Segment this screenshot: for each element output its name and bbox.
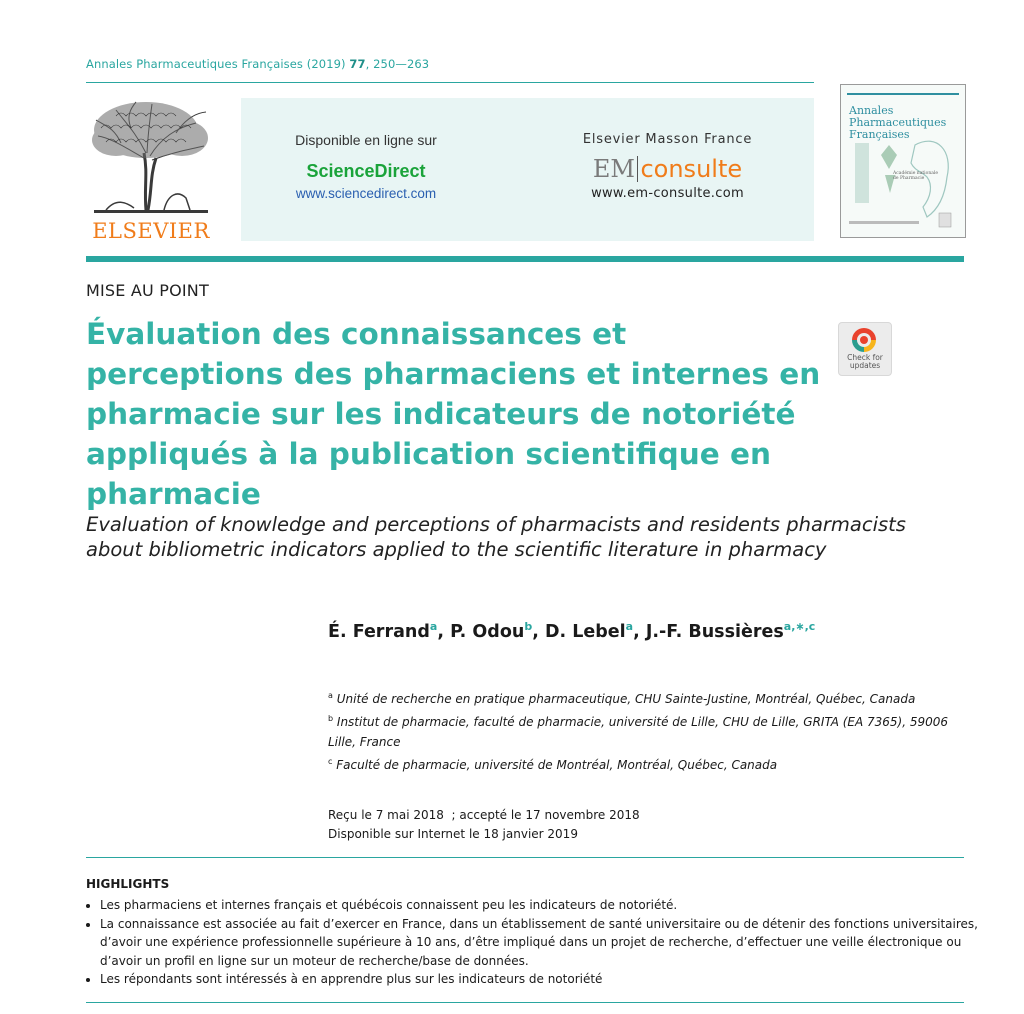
affiliation-text: Faculté de pharmacie, université de Montréal, Montréal, Québec, Canada bbox=[336, 757, 778, 772]
em-logo-divider bbox=[637, 156, 639, 182]
availability-banner bbox=[241, 98, 814, 241]
affiliation-mark: b bbox=[328, 714, 334, 724]
journal-reference[interactable] bbox=[86, 57, 429, 71]
author-separator: , bbox=[437, 621, 451, 642]
affiliation-item bbox=[328, 752, 958, 775]
highlight-item: • Les répondants sont intéressés à en apprendre plus sur les indicateurs de notoriété bbox=[100, 970, 990, 989]
affiliations bbox=[328, 686, 958, 775]
article-title-en: Evaluation of knowledge and perceptions of pharmacists and residents pharmacists about bibliometric indicators applied to the scientific literature in pharmacy bbox=[86, 513, 906, 561]
author-affiliation-mark[interactable]: b bbox=[524, 620, 533, 633]
journal-pages: , 250—263 bbox=[365, 57, 430, 71]
emconsulte-block[interactable] bbox=[521, 132, 814, 201]
header-thick-divider bbox=[86, 256, 964, 262]
crossmark-icon bbox=[852, 328, 876, 352]
author-affiliation-mark[interactable]: a bbox=[429, 620, 438, 633]
affiliation-mark: c bbox=[328, 756, 333, 766]
highlight-item: • Les pharmaciens et internes français et québécois connaissent peu les indicateurs de notoriété. bbox=[100, 896, 990, 915]
journal-cover[interactable] bbox=[840, 84, 966, 238]
affiliation-mark: a bbox=[328, 691, 333, 700]
elsevier-wordmark: ELSEVIER bbox=[92, 219, 210, 243]
author-affiliation-mark[interactable]: a,∗,c bbox=[783, 620, 816, 633]
check-for-updates-button[interactable] bbox=[838, 322, 892, 376]
journal-volume: 77 bbox=[349, 57, 366, 71]
em-publisher-label: Elsevier Masson France bbox=[582, 132, 753, 147]
author-separator: , bbox=[633, 621, 646, 642]
emconsulte-link[interactable]: www.em-consulte.com bbox=[591, 186, 744, 201]
highlights-bottom-divider bbox=[86, 1002, 964, 1003]
check-for-updates-label: Check for updates bbox=[847, 353, 883, 370]
author-name: J.-F. Bussières bbox=[645, 621, 784, 642]
sciencedirect-link[interactable]: www.sciencedirect.com bbox=[295, 186, 437, 201]
em-logo-right: consulte bbox=[640, 155, 743, 183]
emconsulte-logo[interactable] bbox=[521, 155, 814, 183]
affiliation-item bbox=[328, 709, 958, 752]
sd-availability-label: Disponible en ligne sur bbox=[295, 132, 437, 148]
article-title-fr: Évaluation des connaissances et perceptions des pharmaciens et internes en pharmacie sur les indicateurs de notoriété appliqués à la publication scientifique en pharmacie bbox=[86, 317, 821, 511]
author-separator: , bbox=[532, 621, 545, 642]
affiliation-item bbox=[328, 686, 958, 709]
journal-ref-prefix: Annales Pharmaceutiques Françaises (2019) bbox=[86, 57, 350, 71]
author-affiliation-mark[interactable]: a bbox=[625, 620, 634, 633]
cover-title: Annales Pharmaceutiques Françaises bbox=[849, 104, 947, 141]
cover-subtitle: Académie nationale de Pharmacie bbox=[893, 171, 939, 181]
highlights-top-divider bbox=[86, 857, 964, 858]
affiliation-text: Institut de pharmacie, faculté de pharmacie, université de Lille, CHU de Lille, GRITA (EA 7365), 59006 Lille, France bbox=[328, 715, 949, 749]
header-divider bbox=[86, 82, 814, 83]
author-name: É. Ferrand bbox=[328, 621, 430, 642]
highlight-item: • La connaissance est associée au fait d’exercer en France, dans un établissement de santé universitaire ou de détenir des fonctions universitaires, d’avoir une expérience professionnelle supérieure à 10 ans, d’être impliqué dans un projet de recherche, d’effectuer une veille électronique ou d’avoir un profil en ligne sur un moteur de recherche/base de données. bbox=[100, 915, 990, 971]
author-list bbox=[328, 620, 815, 642]
article-history bbox=[328, 806, 640, 844]
affiliation-text: Unité de recherche en pratique pharmaceutique, CHU Sainte-Justine, Montréal, Québec, Canada bbox=[336, 692, 916, 706]
received-accepted-dates: Reçu le 7 mai 2018 ; accepté le 17 novembre 2018 bbox=[328, 808, 640, 822]
sciencedirect-block[interactable] bbox=[241, 132, 491, 201]
sciencedirect-logo[interactable]: ScienceDirect bbox=[306, 161, 426, 181]
em-logo-left: EM bbox=[592, 155, 635, 183]
highlights-list bbox=[74, 896, 990, 989]
article-category: MISE AU POINT bbox=[86, 281, 209, 300]
author-name: D. Lebel bbox=[544, 621, 626, 642]
highlights-heading: HIGHLIGHTS bbox=[86, 877, 170, 891]
online-date: Disponible sur Internet le 18 janvier 2019 bbox=[328, 827, 578, 841]
author-name: P. Odou bbox=[450, 621, 525, 642]
